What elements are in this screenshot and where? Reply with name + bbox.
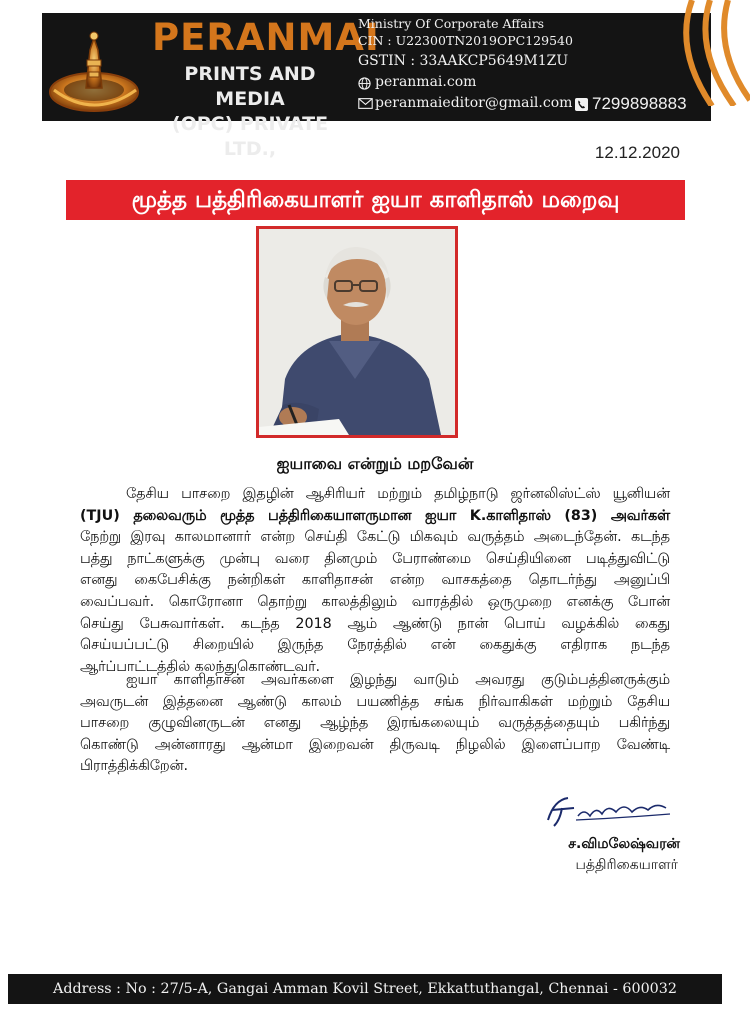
paragraph-line: (TJU) தலைவரும் மூத்த பத்திரிகையாளருமான ஐயா K.காளிதாஸ் (83) அவர்கள் xyxy=(80,507,670,524)
cin-text: CIN : U22300TN2019OPC129540 xyxy=(358,33,573,48)
brand-subtitle xyxy=(150,62,350,162)
paragraph-line: அவருடன் இத்தனை ஆண்டு காலம் பயணித்த சங்க நிர்வாகிகள் மற்றும் தேசிய xyxy=(80,693,670,710)
ministry-text: Ministry Of Corporate Affairs xyxy=(358,16,545,31)
mail-icon xyxy=(358,98,373,109)
paragraph-line: வைப்பவர். கொரோனா தொற்று காலத்திலும் வாரத்தில் ஒருமுறை எனக்கு போன் xyxy=(80,593,670,610)
paragraph-line: தேசிய பாசறை இதழின் ஆசிரியர் மற்றும் தமிழ்நாடு ஜர்னலிஸ்ட்ஸ் யூனியன் xyxy=(126,486,670,502)
gstin-text: GSTIN : 33AAKCP5649M1ZU xyxy=(358,53,569,69)
paragraph-line: செய்து பேசுவார்கள். கடந்த 2018 ஆம் ஆண்டு நான் பொய் வழக்கில் கைது xyxy=(80,615,670,632)
decorative-curves xyxy=(672,0,750,106)
paragraph-line: செய்யப்பட்டு சிறையில் இருந்த நேரத்தில் என் கைதுக்கு எதிராக நடந்த xyxy=(80,637,670,654)
phone-number[interactable]: 7299898883 xyxy=(592,94,687,113)
date: 12.12.2020 xyxy=(594,143,680,162)
paragraph-1 xyxy=(80,484,670,678)
logo-emblem xyxy=(46,20,146,116)
paragraph-line: பிராத்திக்கிறேன். xyxy=(80,758,189,775)
paragraph-line: நேற்று இரவு காலமானார் என்ற செய்தி கேட்டு மிகவும் வருத்தம் அடைந்தேன். கடந்த xyxy=(80,529,670,546)
subheading: ஐயாவை என்றும் மறவேன் xyxy=(276,454,474,473)
handwritten-signature xyxy=(540,790,680,830)
website-link[interactable]: peranmai.com xyxy=(375,74,477,90)
paragraph-line: பாசறை குழுவினருடன் எனது ஆழ்ந்த இரங்கலையும் வருத்தத்தையும் பகிர்ந்து xyxy=(80,715,670,732)
globe-icon xyxy=(358,77,371,90)
paragraph-2 xyxy=(80,670,670,778)
portrait-photo xyxy=(256,226,458,438)
paragraph-line: பத்து நாட்களுக்கு முன்பு வரை தினமும் பேராண்மை செய்தியினை படித்துவிட்டு xyxy=(80,550,670,567)
paragraph-line: எனது கைபேசிக்கு நன்றிகள் காளிதாசன் என்ற வாசகத்தை தொடர்ந்து அனுப்பி xyxy=(80,572,670,589)
portrait-illustration xyxy=(259,229,455,435)
phone-icon xyxy=(575,98,588,111)
brand-name: PERANMAI xyxy=(152,16,380,59)
signatory-name: ச.விமலேஷ்வரன் xyxy=(568,836,680,852)
brand-subtitle-line2: (OPC) PRIVATE LTD., xyxy=(171,113,329,160)
email-link[interactable]: peranmaieditor@gmail.com xyxy=(375,95,573,111)
paragraph-line: கொண்டு அன்னாரது ஆன்மா இறைவன் திருவடி நிழலில் இளைப்பாற வேண்டி xyxy=(80,736,670,753)
paragraph-line: ஆர்ப்பாட்டத்தில் கலந்துகொண்டவர். xyxy=(80,658,321,675)
paragraph-line: ஐயா காளிதாசன் அவர்களை இழந்து வாடும் அவரது குடும்பத்தினருக்கும் xyxy=(126,672,670,688)
signatory-title: பத்திரிகையாளர் xyxy=(575,857,678,873)
footer-address: Address : No : 27/5-A, Gangai Amman Kovil Street, Ekkattuthangal, Chennai - 600032 xyxy=(8,974,722,1004)
brand-subtitle-line1: PRINTS AND MEDIA xyxy=(184,63,316,110)
headline-banner: மூத்த பத்திரிகையாளர் ஐயா காளிதாஸ் மறைவு xyxy=(66,180,685,220)
